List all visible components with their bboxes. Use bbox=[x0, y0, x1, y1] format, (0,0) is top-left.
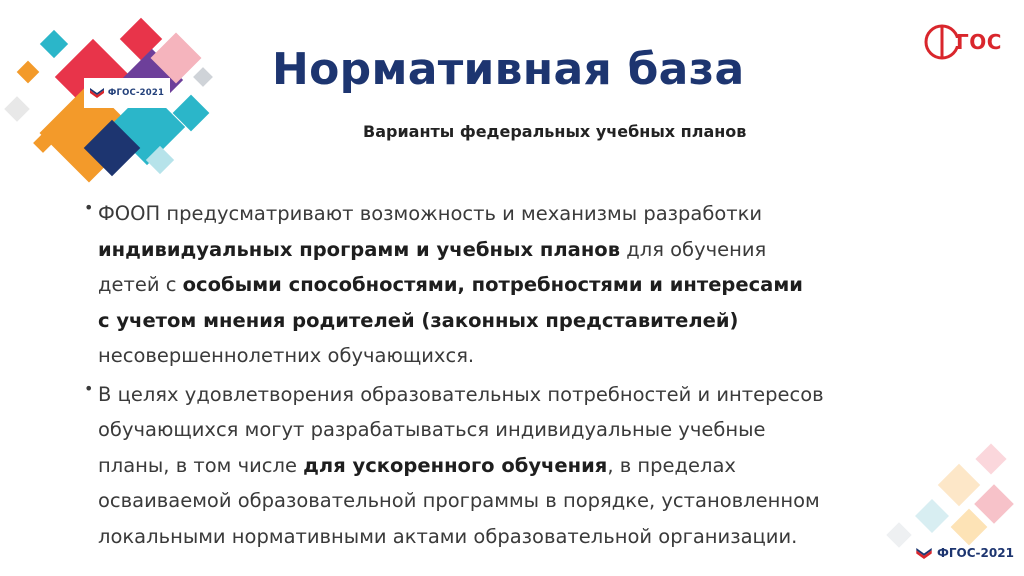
fgos-logo bbox=[922, 20, 1012, 64]
bullet-line bbox=[98, 232, 1004, 268]
text: локальными нормативными актами образовательной организации. bbox=[98, 524, 798, 548]
text: ФООП предусматривают возможность и механизмы разработки bbox=[98, 202, 763, 225]
bold-text: индивидуальных программ и учебных планов bbox=[98, 237, 621, 261]
chevron-logo-icon bbox=[90, 88, 104, 98]
bold-text: с учетом мнения родителей (законных представителей) bbox=[98, 308, 739, 332]
text: детей с bbox=[98, 273, 183, 296]
fgos-2021-badge bbox=[84, 78, 170, 108]
bullet-item bbox=[84, 196, 1004, 374]
page-subtitle: Варианты федеральных учебных планов bbox=[363, 122, 747, 141]
text: , в пределах bbox=[607, 453, 736, 477]
text: планы, в том числе bbox=[98, 453, 304, 477]
text: для обучения bbox=[620, 237, 767, 261]
text: несовершеннолетних обучающихся. bbox=[98, 344, 475, 367]
text: обучающихся могут разрабатываться индивидуальные учебные bbox=[98, 418, 766, 441]
bold-text: особыми способностями, потребностями и интересами bbox=[182, 273, 803, 296]
footer-logo-text: ФГОС-2021 bbox=[937, 546, 1014, 560]
bullet-line bbox=[98, 338, 1004, 374]
bullet-dot-icon: • bbox=[84, 198, 94, 217]
footer-logo bbox=[916, 546, 1014, 560]
text: В целях удовлетворения образовательных потребностей и интересов bbox=[98, 382, 824, 406]
badge-label: ФГОС-2021 bbox=[107, 88, 165, 98]
text: осваиваемой образовательной программы в порядке, установленном bbox=[98, 489, 820, 512]
bullet-line bbox=[98, 196, 1004, 232]
bullet-line bbox=[98, 267, 1004, 303]
page-title: Нормативная база bbox=[272, 44, 745, 95]
bullet-dot-icon: • bbox=[84, 378, 94, 398]
bullet-line bbox=[98, 377, 1004, 413]
bold-text: для ускоренного обучения bbox=[303, 453, 608, 477]
footer-chevron-icon bbox=[916, 548, 932, 559]
fgos-logo-text: ГОС bbox=[956, 30, 1002, 54]
decorative-logo-cluster bbox=[0, 0, 240, 190]
bullet-line bbox=[98, 303, 1004, 339]
